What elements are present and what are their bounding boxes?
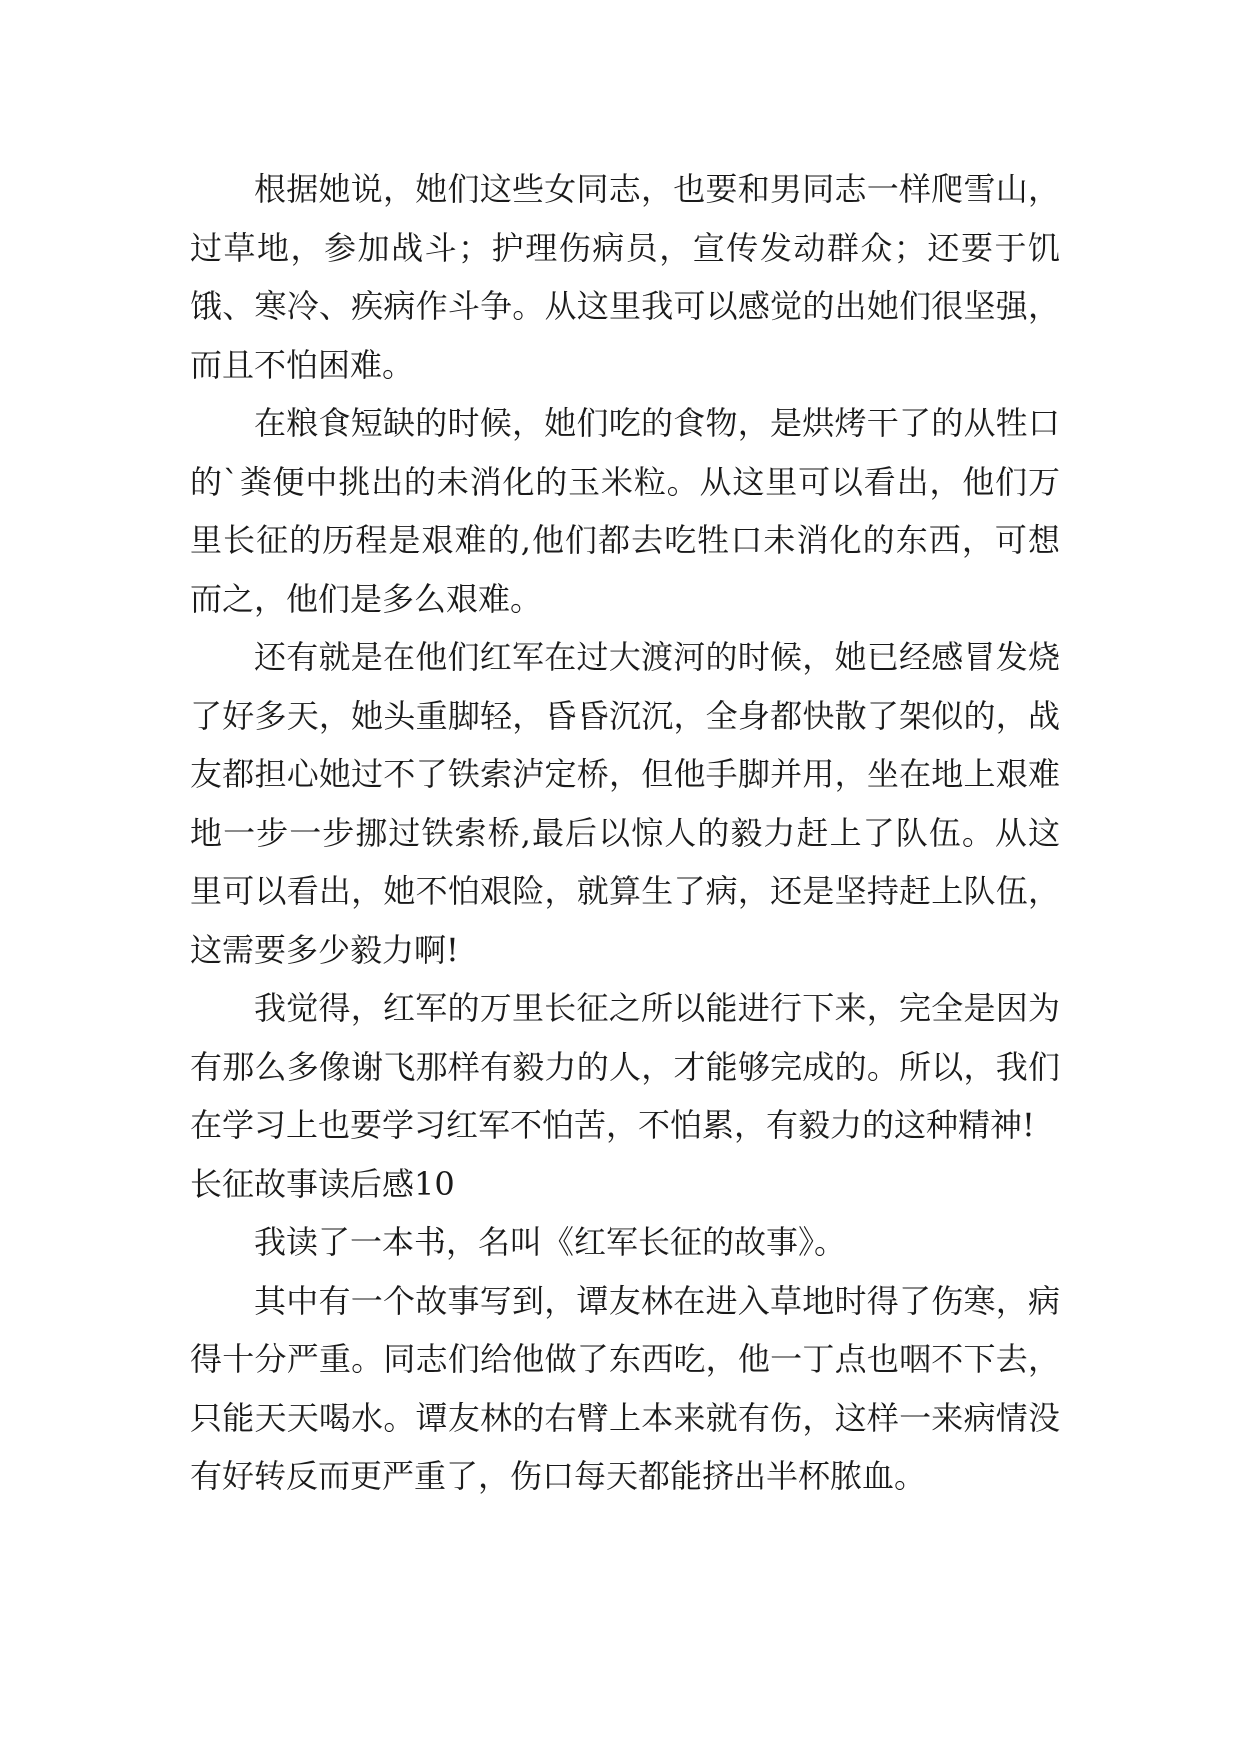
paragraph: 我觉得，红军的万里长征之所以能进行下来，完全是因为有那么多像谢飞那样有毅力的人，才能够完成的。所以，我们在学习上也要学习红军不怕苦，不怕累，有毅力的这种精神!: [190, 989, 1060, 1144]
paragraph: 还有就是在他们红军在过大渡河的时候，她已经感冒发烧了好多天，她头重脚轻，昏昏沉沉，全身都快散了架似的，战友都担心她过不了铁索泸定桥，但他手脚并用，坐在地上艰难地一步一步挪过铁索桥,最后以惊人的毅力赶上了队伍。从这里可以看出，她不怕艰险，就算生了病，还是坚持赶上队伍，这需要多少毅力啊!: [190, 638, 1060, 969]
section-heading: 长征故事读后感10: [190, 1164, 455, 1203]
paragraph: 其中有一个故事写到，谭友林在进入草地时得了伤寒，病得十分严重。同志们给他做了东西吃，他一丁点也咽不下去，只能天天喝水。谭友林的右臂上本来就有伤，这样一来病情没有好转反而更严重了，伤口每天都能挤出半杯脓血。: [190, 1281, 1060, 1495]
document-body: [190, 160, 1060, 1506]
paragraph: 我读了一本书，名叫《红军长征的故事》。: [254, 1223, 847, 1261]
paragraph: 根据她说，她们这些女同志，也要和男同志一样爬雪山，过草地，参加战斗；护理伤病员，宣传发动群众；还要于饥饿、寒冷、疾病作斗争。从这里我可以感觉的出她们很坚强，而且不怕困难。: [190, 170, 1060, 384]
paragraph: 在粮食短缺的时候，她们吃的食物，是烘烤干了的从牲口的`粪便中挑出的未消化的玉米粒。从这里可以看出，他们万里长征的历程是艰难的,他们都去吃牲口未消化的东西，可想而之，他们是多么艰难。: [190, 404, 1060, 618]
